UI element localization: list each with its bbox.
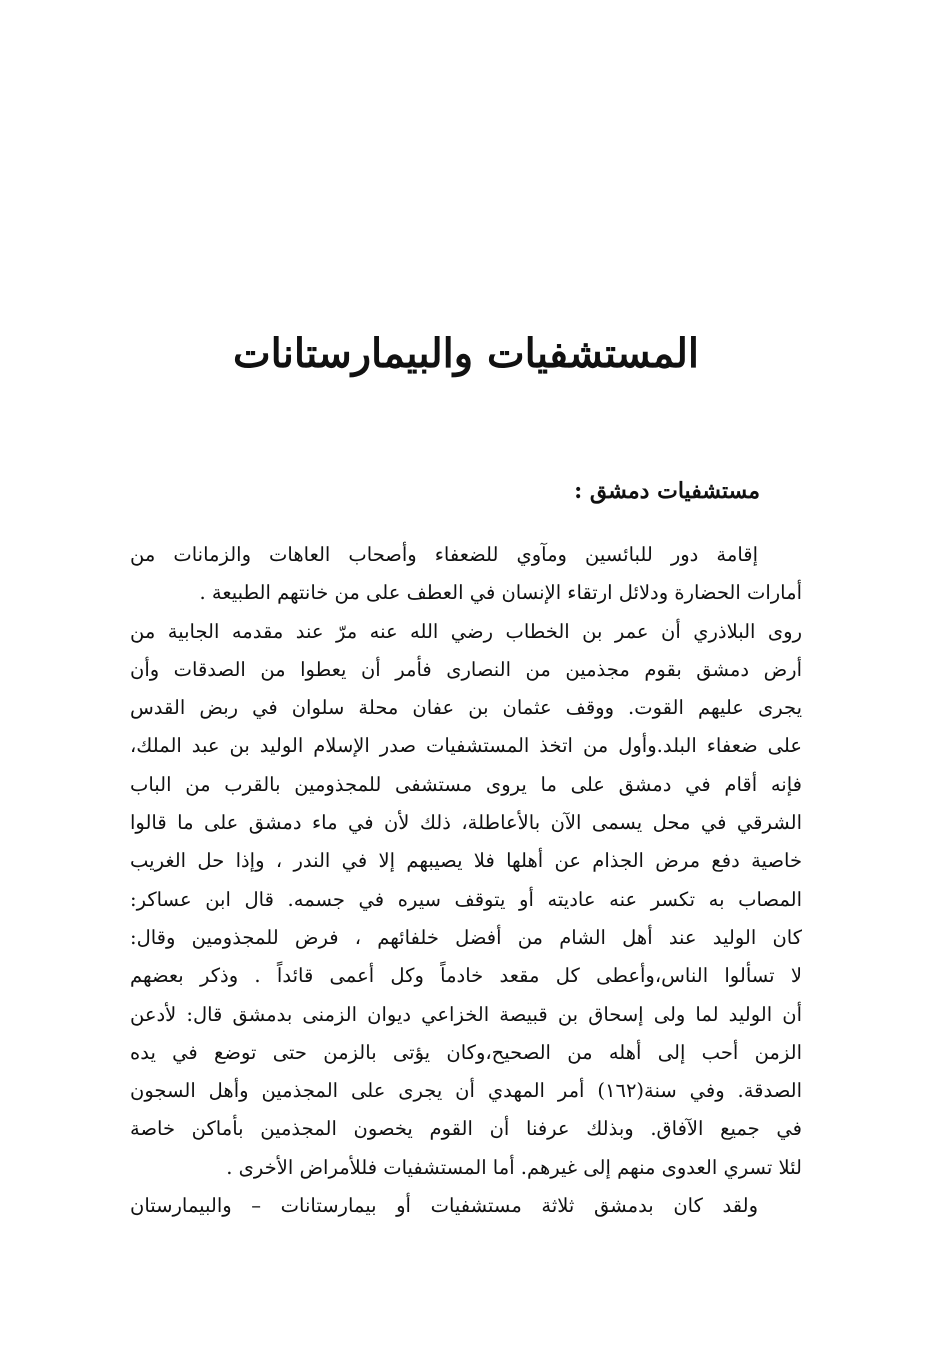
- paragraph-line: ولقد كان بدمشق ثلاثة مستشفيات أو بيمارستانات – والبيمارستان: [130, 1194, 758, 1218]
- body-text: [130, 536, 802, 1225]
- chapter-title: المستشفيات والبيمارستانات: [232, 330, 700, 377]
- paragraph-line: الشرقي في محل يسمى الآن بالأعاطلة، ذلك لأن في ماء دمشق على ما قالوا: [130, 811, 802, 835]
- paragraph-line: إقامة دور للبائسين ومآوي للضعفاء وأصحاب العاهات والزمانات من: [130, 543, 758, 566]
- paragraph-line: فإنه أقام في دمشق على ما يروى مستشفى للمجذومين بالقرب من الباب: [130, 772, 802, 796]
- paragraph-line: على ضعفاء البلد.وأول من اتخذ المستشفيات صدر الإسلام الوليد بن عبد الملك،: [130, 734, 802, 758]
- paragraph-line: الزمن أحب إلى أهله من الصحيح،وكان يؤتى بالزمن حتى توضع في يده: [130, 1040, 802, 1064]
- paragraph-line: يجرى عليهم القوت. ووقف عثمان بن عفان محلة سلوان في ربض القدس: [130, 696, 802, 720]
- paragraph-line: في جميع الآفاق. وبذلك عرفنا أن القوم يخصون المجذمين بأماكن خاصة: [130, 1117, 802, 1141]
- paragraph-line: المصاب به تكسر عنه عاديته أو يتوقف سيره في جسمه. قال ابن عساكر:: [130, 887, 802, 911]
- paragraph-line: روى البلاذري أن عمر بن الخطاب رضي الله عنه مرّ عند مقدمه الجابية من: [130, 619, 802, 643]
- paragraph-line: لئلا تسري العدوى منهم إلى غيرهم. أما المستشفيات فللأمراض الأخرى .: [226, 1155, 802, 1179]
- section-heading: مستشفيات دمشق :: [574, 478, 760, 504]
- paragraph-line: خاصية دفع مرض الجذام عن أهلها فلا يصيبهم إلا في الندر ، وإذا حل الغريب: [130, 849, 802, 873]
- paragraph-line: أن الوليد لما ولى إسحاق بن قبيصة الخزاعي ديوان الزمنى بدمشق قال: لأدعن: [130, 1002, 802, 1026]
- paragraph-line: كان الوليد عند أهل الشام من أفضل خلفائهم ، فرض للمجذومين وقال:: [130, 925, 802, 949]
- paragraph-line: أمارات الحضارة ودلائل ارتقاء الإنسان في العطف على من خانتهم الطبيعة .: [199, 581, 802, 605]
- paragraph-line: لا تسألوا الناس،وأعطى كل مقعد خادماً وكل أعمى قائداً . وذكر بعضهم: [130, 964, 802, 988]
- paragraph-line: أرض دمشق بقوم مجذمين من النصارى فأمر أن يعطوا من الصدقات وأن: [130, 657, 802, 681]
- paragraph-line: الصدقة. وفي سنة(١٦٢) أمر المهدي أن يجرى على المجذمين وأهل السجون: [130, 1079, 802, 1103]
